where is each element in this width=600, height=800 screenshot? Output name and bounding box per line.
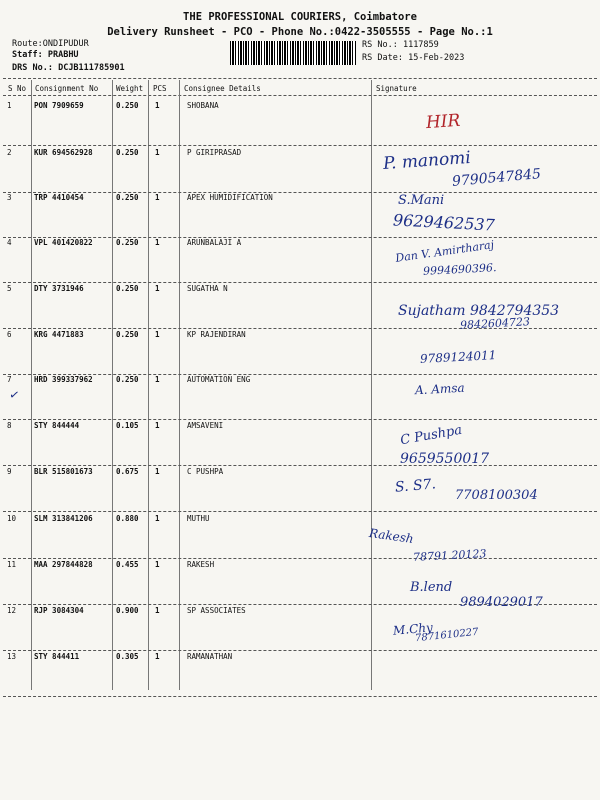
row-consignment-no: MAA 297844828 [34,560,93,569]
row-pcs: 1 [155,560,160,569]
handwritten-signature: M.Chy [392,620,434,638]
row-weight: 0.900 [116,606,139,615]
row-consignee: SUGATHA N [187,284,228,293]
handwritten-signature: Dan V. Amirtharaj [394,238,495,265]
row-sno: 4 [7,238,12,247]
row-weight: 0.250 [116,148,139,157]
staff-value: PRABHU [47,50,79,60]
column-header-rule [3,95,597,96]
handwritten-signature: S.Mani [398,193,445,208]
row-consignment-no: STY 844411 [34,652,80,661]
handwritten-signature: 78791 20123 [412,547,487,564]
col-sno: S No [8,84,27,93]
row-divider [3,650,597,651]
row-consignee: SP ASSOCIATES [187,606,246,615]
row-sno: 2 [7,148,12,157]
row-divider [3,696,597,697]
handwritten-signature: 9659550017 [400,451,490,467]
row-consignment-no: SLM 313841206 [34,514,93,523]
staff-line [12,50,79,60]
row-pcs: 1 [155,606,160,615]
row-consignment-no: BLR 515801673 [34,467,93,476]
row-pcs: 1 [155,193,160,202]
drs-value: DCJB111785901 [58,63,125,73]
route-value: ONDIPUDUR [42,39,89,49]
row-consignment-no: KUR 694562928 [34,148,93,157]
handwritten-signature: Sujatham 9842794353 [398,303,560,319]
row-pcs: 1 [155,101,160,110]
handwritten-signature: 9842604723 [459,315,531,332]
row-consignee: KP RAJENDIRAN [187,330,246,339]
rs-date-line [362,53,464,63]
handwritten-signature: HIR [425,110,461,134]
rs-no-label: RS No.: [362,40,398,50]
handwritten-signature: P. manomi [382,147,472,175]
row-divider [3,419,597,420]
handwritten-signature: A. Amsa [414,380,465,398]
handwritten-signature: 7708100304 [455,488,538,503]
check-mark-icon: ✓ [8,386,20,404]
row-consignee: C PUSHPA [187,467,224,476]
row-consignee: P GIRIPRASAD [187,148,242,157]
row-consignment-no: PON 7909659 [34,101,84,110]
row-pcs: 1 [155,421,160,430]
row-pcs: 1 [155,514,160,523]
row-pcs: 1 [155,467,160,476]
row-divider [3,511,597,512]
row-weight: 0.675 [116,467,139,476]
row-consignee: SHOBANA [187,101,219,110]
rs-date-value: 15-Feb-2023 [408,53,465,63]
row-weight: 0.250 [116,101,139,110]
row-consignee: ARUNBALAJI A [187,238,242,247]
row-weight: 0.250 [116,238,139,247]
row-sno: 10 [7,514,17,523]
row-pcs: 1 [155,375,160,384]
header-rule [3,78,597,79]
row-consignment-no: RJP 3084304 [34,606,84,615]
row-sno: 5 [7,284,12,293]
document-subtitle: Delivery Runsheet - PCO - Phone No.:0422-3505555 - Page No.:1 [107,26,493,38]
row-consignment-no: HRD 399337962 [34,375,93,384]
row-weight: 0.305 [116,652,139,661]
col-consignee: Consignee Details [184,84,261,93]
handwritten-signature: C Pushpa [399,422,464,449]
row-consignee: APEX HUMIDIFICATION [187,193,273,202]
row-divider [3,282,597,283]
row-sno: 13 [7,652,17,661]
column-divider [371,80,372,690]
handwritten-signature: 9894029017 [460,595,543,610]
row-consignment-no: KRG 4471883 [34,330,84,339]
row-weight: 0.250 [116,330,139,339]
row-weight: 0.250 [116,375,139,384]
staff-label: Staff: [12,50,43,60]
row-sno: 9 [7,467,12,476]
col-consignment: Consignment No [35,84,99,93]
row-sno: 6 [7,330,12,339]
row-sno: 11 [7,560,17,569]
row-consignee: RAKESH [187,560,215,569]
handwritten-signature: B.lend [410,580,453,595]
handwritten-signature: 9790547845 [451,166,542,190]
row-weight: 0.880 [116,514,139,523]
route-line [12,39,89,49]
row-weight: 0.250 [116,284,139,293]
row-consignee: RAMANATHAN [187,652,233,661]
barcode [230,41,356,65]
column-divider [31,80,32,690]
drs-label: DRS No.: [12,63,53,73]
row-sno: 7 [7,375,12,384]
row-pcs: 1 [155,148,160,157]
col-signature: Signature [376,84,417,93]
row-weight: 0.105 [116,421,139,430]
row-sno: 1 [7,101,12,110]
row-sno: 3 [7,193,12,202]
rs-no-line [362,40,439,50]
row-pcs: 1 [155,284,160,293]
row-weight: 0.455 [116,560,139,569]
row-consignment-no: TRP 4410454 [34,193,84,202]
handwritten-signature: 9789124011 [419,348,497,366]
column-divider [112,80,113,690]
rs-date-label: RS Date: [362,53,403,63]
row-divider [3,465,597,466]
handwritten-signature: 9629462537 [392,210,496,235]
row-consignment-no: VPL 401420822 [34,238,93,247]
row-sno: 12 [7,606,17,615]
row-divider [3,145,597,146]
row-divider [3,558,597,559]
row-divider [3,192,597,193]
route-label: Route: [12,39,43,49]
row-pcs: 1 [155,238,160,247]
col-pcs: PCS [153,84,167,93]
row-consignee: AUTOMATION ENG [187,375,251,384]
row-pcs: 1 [155,652,160,661]
column-divider [179,80,180,690]
handwritten-signature: 7871610227 [414,626,480,645]
row-consignment-no: STY 844444 [34,421,80,430]
handwritten-signature: 9994690396. [422,261,497,278]
column-divider [148,80,149,690]
document-title: THE PROFESSIONAL COURIERS, Coimbatore [183,11,417,23]
handwritten-signature: S. S7. [394,476,437,496]
row-consignee: AMSAVENI [187,421,224,430]
drs-line [12,63,125,73]
col-weight: Weight [116,84,144,93]
rs-no-value: 1117859 [402,40,439,50]
row-consignee: MUTHU [187,514,210,523]
row-sno: 8 [7,421,12,430]
row-pcs: 1 [155,330,160,339]
row-consignment-no: DTY 3731946 [34,284,84,293]
row-weight: 0.250 [116,193,139,202]
handwritten-signature: Rakesh [368,525,415,547]
